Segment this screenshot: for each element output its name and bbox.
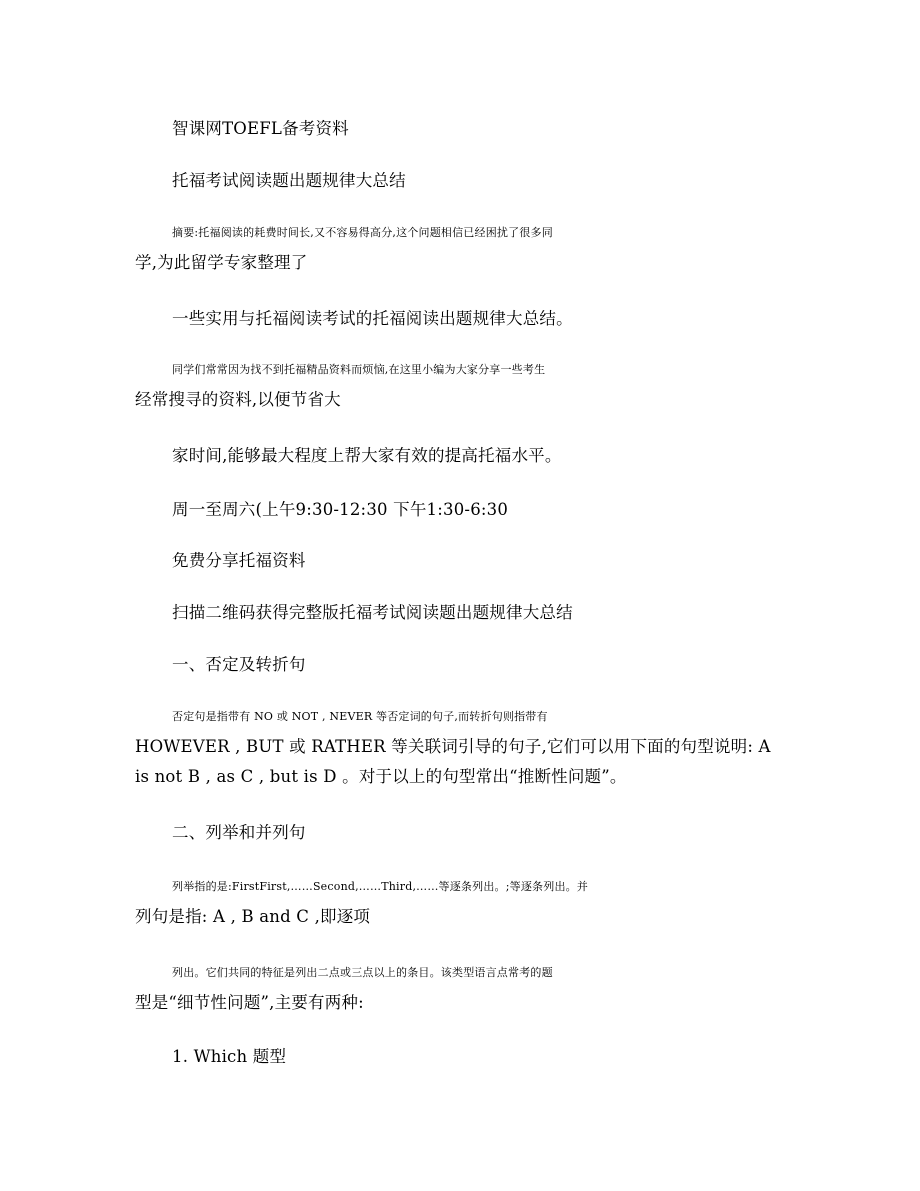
section-2-continuation <box>135 958 787 1018</box>
free-share-line <box>135 546 824 576</box>
section-2-line-1: 列举指的是:FirstFirst,……Second,……Third,……等逐条列出。;等逐条列出。并 <box>172 880 589 893</box>
abstract-continuation-text: 一些实用与托福阅读考试的托福阅读出题规律大总结。 <box>172 309 573 328</box>
section-1-body <box>135 702 787 792</box>
section-1-line-1: 否定句是指带有 NO 或 NOT , NEVER 等否定词的句子,而转折句则指带有 <box>172 710 548 723</box>
abstract-paragraph <box>135 218 787 278</box>
section-1-line-3: is not B , as C , but is D 。对于以上的句型常出“推断性问题”。 <box>135 767 627 786</box>
section-1-heading-text: 一、否定及转折句 <box>172 655 306 674</box>
section-2-line-2: 列句是指: A , B and C ,即逐项 <box>135 907 371 926</box>
title-text: 托福考试阅读题出题规律大总结 <box>172 171 406 190</box>
qr-prompt-line <box>135 598 824 628</box>
list-item-1-text: 1. Which 题型 <box>172 1047 287 1066</box>
section-2-cont-line-2: 型是“细节性问题”,主要有两种: <box>135 993 364 1012</box>
intro-line-2: 经常搜寻的资料,以便节省大 <box>135 390 341 409</box>
free-share-text: 免费分享托福资料 <box>172 551 306 570</box>
intro-continuation-text: 家时间,能够最大程度上帮大家有效的提高托福水平。 <box>172 446 562 465</box>
document-header <box>135 114 824 144</box>
document-title <box>135 166 824 196</box>
abstract-line-2: 学,为此留学专家整理了 <box>135 253 308 272</box>
intro-line-1: 同学们常常因为找不到托福精品资料而烦恼,在这里小编为大家分享一些考生 <box>172 363 546 376</box>
section-1-line-2: HOWEVER , BUT 或 RATHER 等关联词引导的句子,它们可以用下面的句型说明: A <box>135 737 771 756</box>
intro-continuation <box>135 441 824 471</box>
section-2-heading <box>135 818 824 848</box>
office-hours-text: 周一至周六(上午9:30-12:30 下午1:30-6:30 <box>172 500 509 519</box>
office-hours <box>135 495 824 525</box>
intro-paragraph <box>135 355 787 415</box>
qr-prompt-text: 扫描二维码获得完整版托福考试阅读题出题规律大总结 <box>172 603 573 622</box>
header-text: 智课网TOEFL备考资料 <box>172 119 349 138</box>
section-2-heading-text: 二、列举和并列句 <box>172 823 306 842</box>
abstract-continuation <box>135 304 824 334</box>
section-1-heading <box>135 650 824 680</box>
section-2-list-item-1 <box>135 1042 824 1072</box>
section-2-cont-line-1: 列出。它们共同的特征是列出二点或三点以上的条目。该类型语言点常考的题 <box>172 966 553 979</box>
section-2-body <box>135 872 787 932</box>
abstract-line-1: 摘要:托福阅读的耗费时间长,又不容易得高分,这个问题相信已经困扰了很多同 <box>172 226 553 239</box>
